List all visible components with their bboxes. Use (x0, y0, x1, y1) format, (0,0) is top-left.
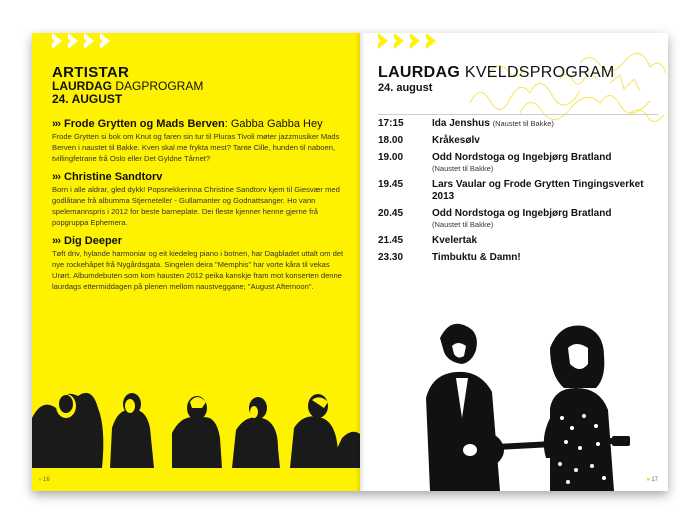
chevron-icon (52, 33, 66, 49)
section-title: ARTISTAR (52, 64, 130, 81)
day-line (378, 65, 615, 81)
row-main (432, 135, 663, 147)
row-main (432, 235, 663, 247)
chevron-icon (378, 33, 392, 49)
day-bold: LAURDAG (378, 64, 461, 81)
act-description: Born i alle aldrar, gled dykk! Popsnekkerinna Christine Sandtorv kjem til Giesvær med godlåtane frå albumma Stjerneteller - Gullamanter og Godnattsanger. Ho vann spelemannspris i 2012 for beste barneplate. Dei fleste kjenner henne gjerne frå popgruppa Ephemera. (52, 185, 340, 227)
act-name: Dig Deeper (64, 235, 123, 247)
booklet-spread (32, 33, 668, 491)
arrows-icon: ››› (52, 235, 60, 247)
row-main (432, 179, 663, 203)
chevron-icon (100, 33, 114, 49)
chevron-icon (84, 33, 98, 49)
chevron-icon (426, 33, 440, 49)
date: 24. AUGUST (52, 92, 123, 106)
arrows-icon: ››› (52, 171, 60, 183)
act-title (52, 234, 348, 248)
time: 17:15 (378, 118, 404, 129)
duo-photo (400, 318, 650, 491)
act-name: Frode Grytten og Mads Berven (64, 118, 225, 130)
row-main (432, 118, 663, 130)
act-title (52, 170, 348, 184)
page-number: 16 (43, 477, 50, 483)
time: 19.45 (378, 179, 404, 190)
schedule-row (378, 235, 663, 247)
schedule-row (378, 252, 663, 264)
left-heading (52, 65, 203, 106)
act-description: Tøft driv, hylande harmoniar og eit kiedeleg piano i botnen, har Dagbladet uttalt om det nye rockehåpet frå Nygårdsgata. Singelen deira "Memphis" har vorte kåra til vekas Urørt. Albumdebuten som kom hausten 2012 peika kanskje fram mot konserten denne laurdags ettermiddagen på plenen mellom naustveggane; "August Afternoon". (52, 249, 344, 291)
time: 20.45 (378, 208, 404, 219)
act-item (52, 234, 348, 292)
chevron-icon (394, 33, 408, 49)
right-page (360, 33, 668, 491)
page-arrows-icon: ››› (38, 477, 41, 483)
evening-schedule (378, 118, 663, 269)
schedule-row (378, 135, 663, 147)
day-light: DAGPROGRAM (115, 79, 204, 93)
act-description: Frode Grytten si bok om Knut og faren sin tur til Pluras Tivoli møter jazzmusiker Mads Berven i naustet til Bakke. Kven skal me frykta mest? Tante Cille, hunden til naboen, tvillingfetrane frå Oslo eller Det Gyldne Tårnet? (52, 132, 340, 163)
performer-name: Odd Nordstoga og Ingebjørg Bratland (432, 152, 612, 163)
performer-name: Odd Nordstoga og Ingebjørg Bratland (432, 208, 612, 219)
act-item (52, 117, 348, 164)
arrows-icon: ››› (52, 118, 60, 130)
page-arrows-icon: ››› (646, 477, 650, 483)
row-main (432, 152, 663, 174)
schedule-row (378, 208, 663, 230)
spine-shadow (355, 33, 365, 491)
venue: (Naustet til Bakke) (432, 220, 494, 229)
performer-name: Kråkesølv (432, 135, 480, 146)
performer (432, 118, 663, 130)
right-heading (378, 65, 615, 95)
chevron-icon (410, 33, 424, 49)
time: 23.30 (378, 252, 404, 263)
schedule-row (378, 118, 663, 130)
schedule-row (378, 152, 663, 174)
schedule-row (378, 179, 663, 203)
act-name: Christine Sandtorv (64, 171, 163, 183)
venue: (Naustet til Bakke) (432, 164, 494, 173)
date-line (52, 93, 203, 106)
chevron-strip-right (378, 33, 440, 51)
left-page (32, 33, 360, 491)
venue: (Naustet til Bakke) (492, 119, 554, 128)
act-list (52, 117, 348, 298)
time: 21.45 (378, 235, 404, 246)
page-number: 17 (651, 477, 658, 483)
day-light: KVELDSPROGRAM (464, 64, 615, 81)
performer-name: Kvelertak (432, 235, 478, 246)
act-title (52, 117, 348, 131)
time: 19.00 (378, 152, 404, 163)
performer-name: Timbuktu & Damn! (432, 252, 521, 263)
date: 24. august (378, 82, 433, 94)
act-subtitle: : Gabba Gabba Hey (224, 118, 323, 130)
time: 18.00 (378, 135, 404, 146)
performer-name: Lars Vaular og Frode Grytten Tingingsverket 2013 (432, 179, 644, 202)
row-main (432, 208, 663, 230)
chevron-strip-left (52, 33, 114, 51)
day-bold: LAURDAG (52, 79, 112, 93)
band-photo (32, 378, 360, 468)
row-main (432, 252, 663, 264)
page-number-left (38, 477, 50, 483)
performer-name: Ida Jenshus (432, 118, 490, 129)
divider (378, 114, 658, 115)
chevron-icon (68, 33, 82, 49)
act-item (52, 170, 348, 228)
